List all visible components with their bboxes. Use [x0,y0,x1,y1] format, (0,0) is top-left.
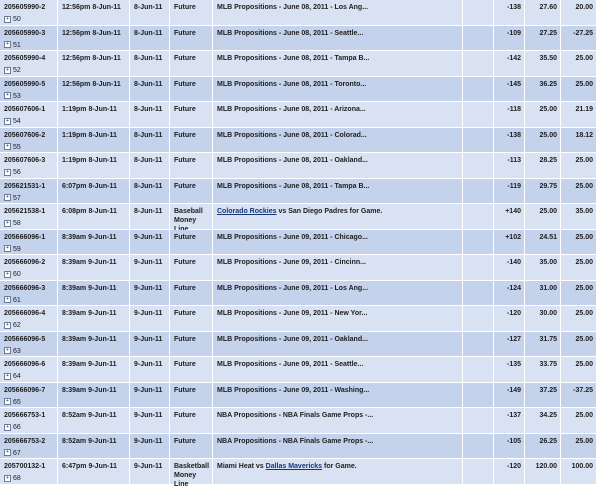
spacer-cell [463,255,494,280]
odds-value: -127 [494,332,525,357]
wager-description [213,434,463,459]
ticket-id-cell [0,179,58,204]
plus-box-icon[interactable]: + [4,194,11,201]
wager-description [213,51,463,76]
odds-value: -142 [494,51,525,76]
win-amount: 25.00 [575,157,593,164]
row-number-label: 62 [13,322,21,329]
row-number [4,117,54,126]
risk-amount: 31.75 [525,332,561,357]
ticket-id: 205666096-4 [4,310,46,317]
row-number [4,347,54,356]
win-amount: 25.00 [575,437,593,445]
description-text: MLB Propositions - June 09, 2011 - New Yor... [217,310,368,317]
ticket-id: 205621531-1 [4,182,46,190]
description-text: MLB Propositions - June 08, 2011 - Arizona... [217,106,366,113]
description-text: NBA Propositions - NBA Finals Game Props -... [217,412,374,419]
placed-time: 8:39am 9-Jun-11 [58,281,130,306]
ticket-id: 205666096-1 [4,233,46,241]
spacer-cell [463,459,494,484]
wager-type: Future [170,332,213,357]
risk-amount: 33.75 [525,357,561,382]
spacer-cell [463,357,494,382]
row-number [4,15,54,24]
odds-value: -109 [494,26,525,51]
ticket-id: 205607606-3 [4,157,46,164]
row-number [4,372,54,381]
odds-value: -120 [494,306,525,331]
ticket-id-cell [0,230,58,255]
win-amount: 25.00 [575,182,593,190]
ticket-id-cell [0,408,58,433]
spacer-cell [463,230,494,255]
row-number [4,449,54,458]
win-amount: 20.00 [575,4,593,11]
row-number [4,41,54,50]
spacer-cell [463,26,494,51]
ticket-id: 205666753-2 [4,437,46,445]
risk-amount: 35.50 [525,51,561,76]
odds-value: +140 [494,204,525,229]
row-number [4,66,54,75]
win-amount: 25.00 [575,259,593,266]
plus-box-icon[interactable]: + [4,373,11,380]
odds-value: +102 [494,230,525,255]
description-text: NBA Propositions - NBA Finals Game Props -... [217,437,374,445]
event-date: 9-Jun-11 [130,383,170,408]
ticket-id: 205607606-1 [4,106,46,113]
odds-value: -118 [494,102,525,127]
ticket-id: 205666096-6 [4,361,46,368]
risk-amount: 25.00 [525,102,561,127]
wager-type: Future [170,383,213,408]
ticket-id-cell [0,153,58,178]
risk-amount: 28.25 [525,153,561,178]
ticket-id-cell [0,26,58,51]
wager-type: Future [170,102,213,127]
spacer-cell [463,434,494,459]
description-text: MLB Propositions - June 08, 2011 - Tampa B... [217,182,370,190]
table-row [0,281,596,306]
placed-time: 6:08pm 8-Jun-11 [58,204,130,229]
table-row [0,51,596,76]
wager-description [213,255,463,280]
event-date: 9-Jun-11 [130,434,170,459]
spacer-cell [463,51,494,76]
description-text: MLB Propositions - June 09, 2011 - Oakland... [217,335,368,343]
win-amount: 25.00 [575,361,593,368]
table-row [0,230,596,255]
table-row [0,26,596,51]
event-date: 8-Jun-11 [130,51,170,76]
description-text: MLB Propositions - June 09, 2011 - Seattle... [217,361,364,368]
ticket-id-cell [0,332,58,357]
risk-amount: 26.25 [525,434,561,459]
placed-time: 1:19pm 8-Jun-11 [58,128,130,153]
win-amount: 21.19 [575,106,593,113]
table-row [0,383,596,408]
row-number-label: 54 [13,118,21,125]
plus-box-icon[interactable]: + [4,67,11,74]
odds-value: -140 [494,255,525,280]
ticket-id-cell [0,77,58,102]
table-row [0,332,596,357]
wager-type: Future [170,51,213,76]
placed-time: 1:19pm 8-Jun-11 [58,153,130,178]
description-text: MLB Propositions - June 09, 2011 - Cincinn... [217,259,366,266]
row-number-label: 68 [13,475,21,482]
spacer-cell [463,77,494,102]
event-date: 9-Jun-11 [130,281,170,306]
risk-amount: 120.00 [525,459,561,484]
ticket-id: 205605990-2 [4,4,46,11]
spacer-cell [463,332,494,357]
risk-amount: 27.60 [525,0,561,25]
wager-description [213,26,463,51]
plus-box-icon[interactable]: + [4,322,11,329]
plus-box-icon[interactable]: + [4,271,11,278]
event-date: 9-Jun-11 [130,357,170,382]
placed-time: 8:39am 9-Jun-11 [58,357,130,382]
ticket-id: 205666096-3 [4,284,46,292]
risk-amount: 36.25 [525,77,561,102]
ticket-id: 205666753-1 [4,412,46,419]
event-date: 8-Jun-11 [130,0,170,25]
event-date: 8-Jun-11 [130,179,170,204]
ticket-id-cell [0,357,58,382]
description-text: Miami Heat vs [217,463,266,470]
row-number [4,296,54,305]
wager-type: Future [170,230,213,255]
wager-type: Future [170,408,213,433]
row-number [4,143,54,152]
odds-value: -113 [494,153,525,178]
risk-amount: 27.25 [525,26,561,51]
row-number [4,245,54,254]
wager-type: Future [170,0,213,25]
plus-box-icon[interactable]: + [4,296,11,303]
wager-description [213,77,463,102]
wager-description [213,459,463,484]
ticket-id-cell [0,459,58,484]
win-amount: 25.00 [575,80,593,88]
ticket-id-cell [0,434,58,459]
risk-amount: 37.25 [525,383,561,408]
wager-type: Basketball Money Line [170,459,213,484]
row-number [4,270,54,279]
risk-amount: 30.00 [525,306,561,331]
row-number [4,168,54,177]
win-amount: -37.25 [573,386,593,394]
wager-description [213,179,463,204]
odds-value: -124 [494,281,525,306]
event-date: 8-Jun-11 [130,204,170,229]
wager-type: Baseball Money [170,204,213,229]
event-date: 9-Jun-11 [130,255,170,280]
wager-description [213,0,463,25]
win-amount: 25.00 [575,55,593,62]
event-date: 9-Jun-11 [130,408,170,433]
win-amount: 25.00 [575,310,593,317]
placed-time: 8:39am 9-Jun-11 [58,306,130,331]
ticket-id-cell [0,255,58,280]
event-date: 8-Jun-11 [130,102,170,127]
description-text: MLB Propositions - June 08, 2011 - Seattle... [217,29,364,37]
table-row [0,0,596,25]
table-row [0,179,596,204]
win-amount: 35.00 [575,208,593,215]
plus-box-icon[interactable]: + [4,143,11,150]
placed-time: 12:56pm 8-Jun-11 [58,51,130,76]
wager-type: Future [170,434,213,459]
wager-type: Future [170,153,213,178]
table-row [0,459,596,488]
description-text: MLB Propositions - June 09, 2011 - Chicago... [217,233,368,241]
wager-type: Future [170,255,213,280]
plus-box-icon[interactable]: + [4,424,11,431]
win-amount: -27.25 [573,29,593,37]
placed-time: 12:56pm 8-Jun-11 [58,0,130,25]
table-row [0,357,596,382]
ticket-id: 205605990-5 [4,80,46,88]
risk-amount: 24.51 [525,230,561,255]
wager-description [213,357,463,382]
wager-type: Future [170,306,213,331]
event-date: 8-Jun-11 [130,153,170,178]
risk-amount: 35.00 [525,255,561,280]
plus-box-icon[interactable]: + [4,475,11,482]
spacer-cell [463,204,494,229]
odds-value: -120 [494,459,525,484]
row-number-label: 55 [13,143,21,151]
odds-value: -145 [494,77,525,102]
ticket-id: 205700132-1 [4,463,46,470]
table-row [0,255,596,280]
ticket-id: 205666096-5 [4,335,46,343]
table-row [0,128,596,153]
row-number [4,321,54,330]
event-date: 9-Jun-11 [130,306,170,331]
row-number-label: 56 [13,169,21,176]
ticket-id-cell [0,204,58,229]
wager-description [213,383,463,408]
wager-description [213,230,463,255]
description-text: MLB Propositions - June 08, 2011 - Oakland... [217,157,368,164]
row-number-label: 51 [13,41,21,49]
plus-box-icon[interactable]: + [4,118,11,125]
wager-description [213,306,463,331]
placed-time: 1:19pm 8-Jun-11 [58,102,130,127]
row-number-label: 50 [13,16,21,23]
plus-box-icon[interactable]: + [4,16,11,23]
ticket-id: 205607606-2 [4,131,46,139]
spacer-cell [463,383,494,408]
row-number-label: 58 [13,220,21,227]
row-number-label: 52 [13,67,21,74]
table-row [0,306,596,331]
ticket-id: 205666096-7 [4,386,46,394]
ticket-id-cell [0,306,58,331]
plus-box-icon[interactable]: + [4,347,11,354]
spacer-cell [463,153,494,178]
event-date: 9-Jun-11 [130,332,170,357]
wager-description [213,332,463,357]
risk-amount: 34.25 [525,408,561,433]
row-number [4,398,54,407]
description-text: MLB Propositions - June 08, 2011 - Los Ang... [217,4,369,11]
spacer-cell [463,306,494,331]
wager-type: Future [170,77,213,102]
win-amount: 100.00 [571,463,593,470]
description-text: MLB Propositions - June 08, 2011 - Toronto... [217,80,367,88]
placed-time: 8:52am 9-Jun-11 [58,434,130,459]
plus-box-icon[interactable]: + [4,169,11,176]
row-number [4,194,54,203]
row-number-label: 59 [13,245,21,253]
spacer-cell [463,281,494,306]
odds-value: -105 [494,434,525,459]
row-number-label: 57 [13,194,21,202]
ticket-id-cell [0,102,58,127]
spacer-cell [463,408,494,433]
row-number-label: 61 [13,296,21,304]
risk-amount: 25.00 [525,204,561,229]
event-date: 9-Jun-11 [130,230,170,255]
row-number-label: 60 [13,271,21,278]
odds-value: -135 [494,357,525,382]
risk-amount: 31.00 [525,281,561,306]
wager-description [213,153,463,178]
table-row [0,153,596,178]
ticket-id-cell [0,383,58,408]
placed-time: 12:56pm 8-Jun-11 [58,77,130,102]
wager-type: Future [170,281,213,306]
team-link[interactable]: Colorado Rockies [217,208,277,215]
table-row [0,434,596,459]
odds-value: -138 [494,0,525,25]
placed-time: 12:56pm 8-Jun-11 [58,26,130,51]
description-text: vs San Diego Padres for Game. [276,208,383,215]
wager-type: Future [170,357,213,382]
row-number-label: 63 [13,347,21,355]
ticket-id-cell [0,128,58,153]
wager-description [213,281,463,306]
wager-description [213,204,463,229]
plus-box-icon[interactable]: + [4,92,11,99]
ticket-id: 205605990-4 [4,55,46,62]
ticket-id: 205666096-2 [4,259,46,266]
row-number-label: 64 [13,373,21,380]
event-date: 9-Jun-11 [130,459,170,484]
placed-time: 6:47pm 9-Jun-11 [58,459,130,484]
row-number [4,92,54,101]
plus-box-icon[interactable]: + [4,398,11,405]
spacer-cell [463,102,494,127]
description-text: for Game. [322,463,357,470]
odds-value: -137 [494,408,525,433]
ticket-id-cell [0,51,58,76]
row-number-label: 66 [13,424,21,431]
event-date: 8-Jun-11 [130,128,170,153]
odds-value: -149 [494,383,525,408]
odds-value: -119 [494,179,525,204]
odds-value: -138 [494,128,525,153]
placed-time: 6:07pm 8-Jun-11 [58,179,130,204]
wager-type: Future [170,128,213,153]
wager-type: Future [170,179,213,204]
team-link[interactable]: Dallas Mavericks [265,463,323,470]
ticket-id-cell [0,281,58,306]
wager-description [213,408,463,433]
placed-time: 8:39am 9-Jun-11 [58,332,130,357]
placed-time: 8:39am 9-Jun-11 [58,383,130,408]
row-number-label: 65 [13,398,21,406]
description-text: MLB Propositions - June 09, 2011 - Los Ang... [217,284,369,292]
spacer-cell [463,128,494,153]
risk-amount: 29.75 [525,179,561,204]
win-amount: 25.00 [575,284,593,292]
plus-box-icon[interactable]: + [4,245,11,252]
wager-type: Future [170,26,213,51]
win-amount: 25.00 [575,335,593,343]
spacer-cell [463,179,494,204]
ticket-id-cell [0,0,58,25]
description-text: MLB Propositions - June 08, 2011 - Colorad... [217,131,367,139]
description-text: MLB Propositions - June 08, 2011 - Tampa B... [217,55,370,62]
row-number-label: 67 [13,449,21,457]
placed-time: 8:39am 9-Jun-11 [58,230,130,255]
table-row [0,102,596,127]
event-date: 8-Jun-11 [130,77,170,102]
placed-time: 8:39am 9-Jun-11 [58,255,130,280]
win-amount: 18.12 [575,131,593,139]
wager-description [213,128,463,153]
ticket-id: 205605990-3 [4,29,46,37]
placed-time: 8:52am 9-Jun-11 [58,408,130,433]
row-number [4,219,54,228]
plus-box-icon[interactable]: + [4,220,11,227]
description-text: MLB Propositions - June 09, 2011 - Washing... [217,386,370,394]
plus-box-icon[interactable]: + [4,41,11,48]
row-number-label: 53 [13,92,21,100]
spacer-cell [463,0,494,25]
table-row [0,77,596,102]
wager-description [213,102,463,127]
row-number [4,474,54,483]
table-row [0,408,596,433]
row-number [4,423,54,432]
plus-box-icon[interactable]: + [4,449,11,456]
risk-amount: 25.00 [525,128,561,153]
ticket-id: 205621538-1 [4,208,46,215]
win-amount: 25.00 [575,412,593,419]
table-row [0,204,596,229]
event-date: 8-Jun-11 [130,26,170,51]
win-amount: 25.00 [575,233,593,241]
